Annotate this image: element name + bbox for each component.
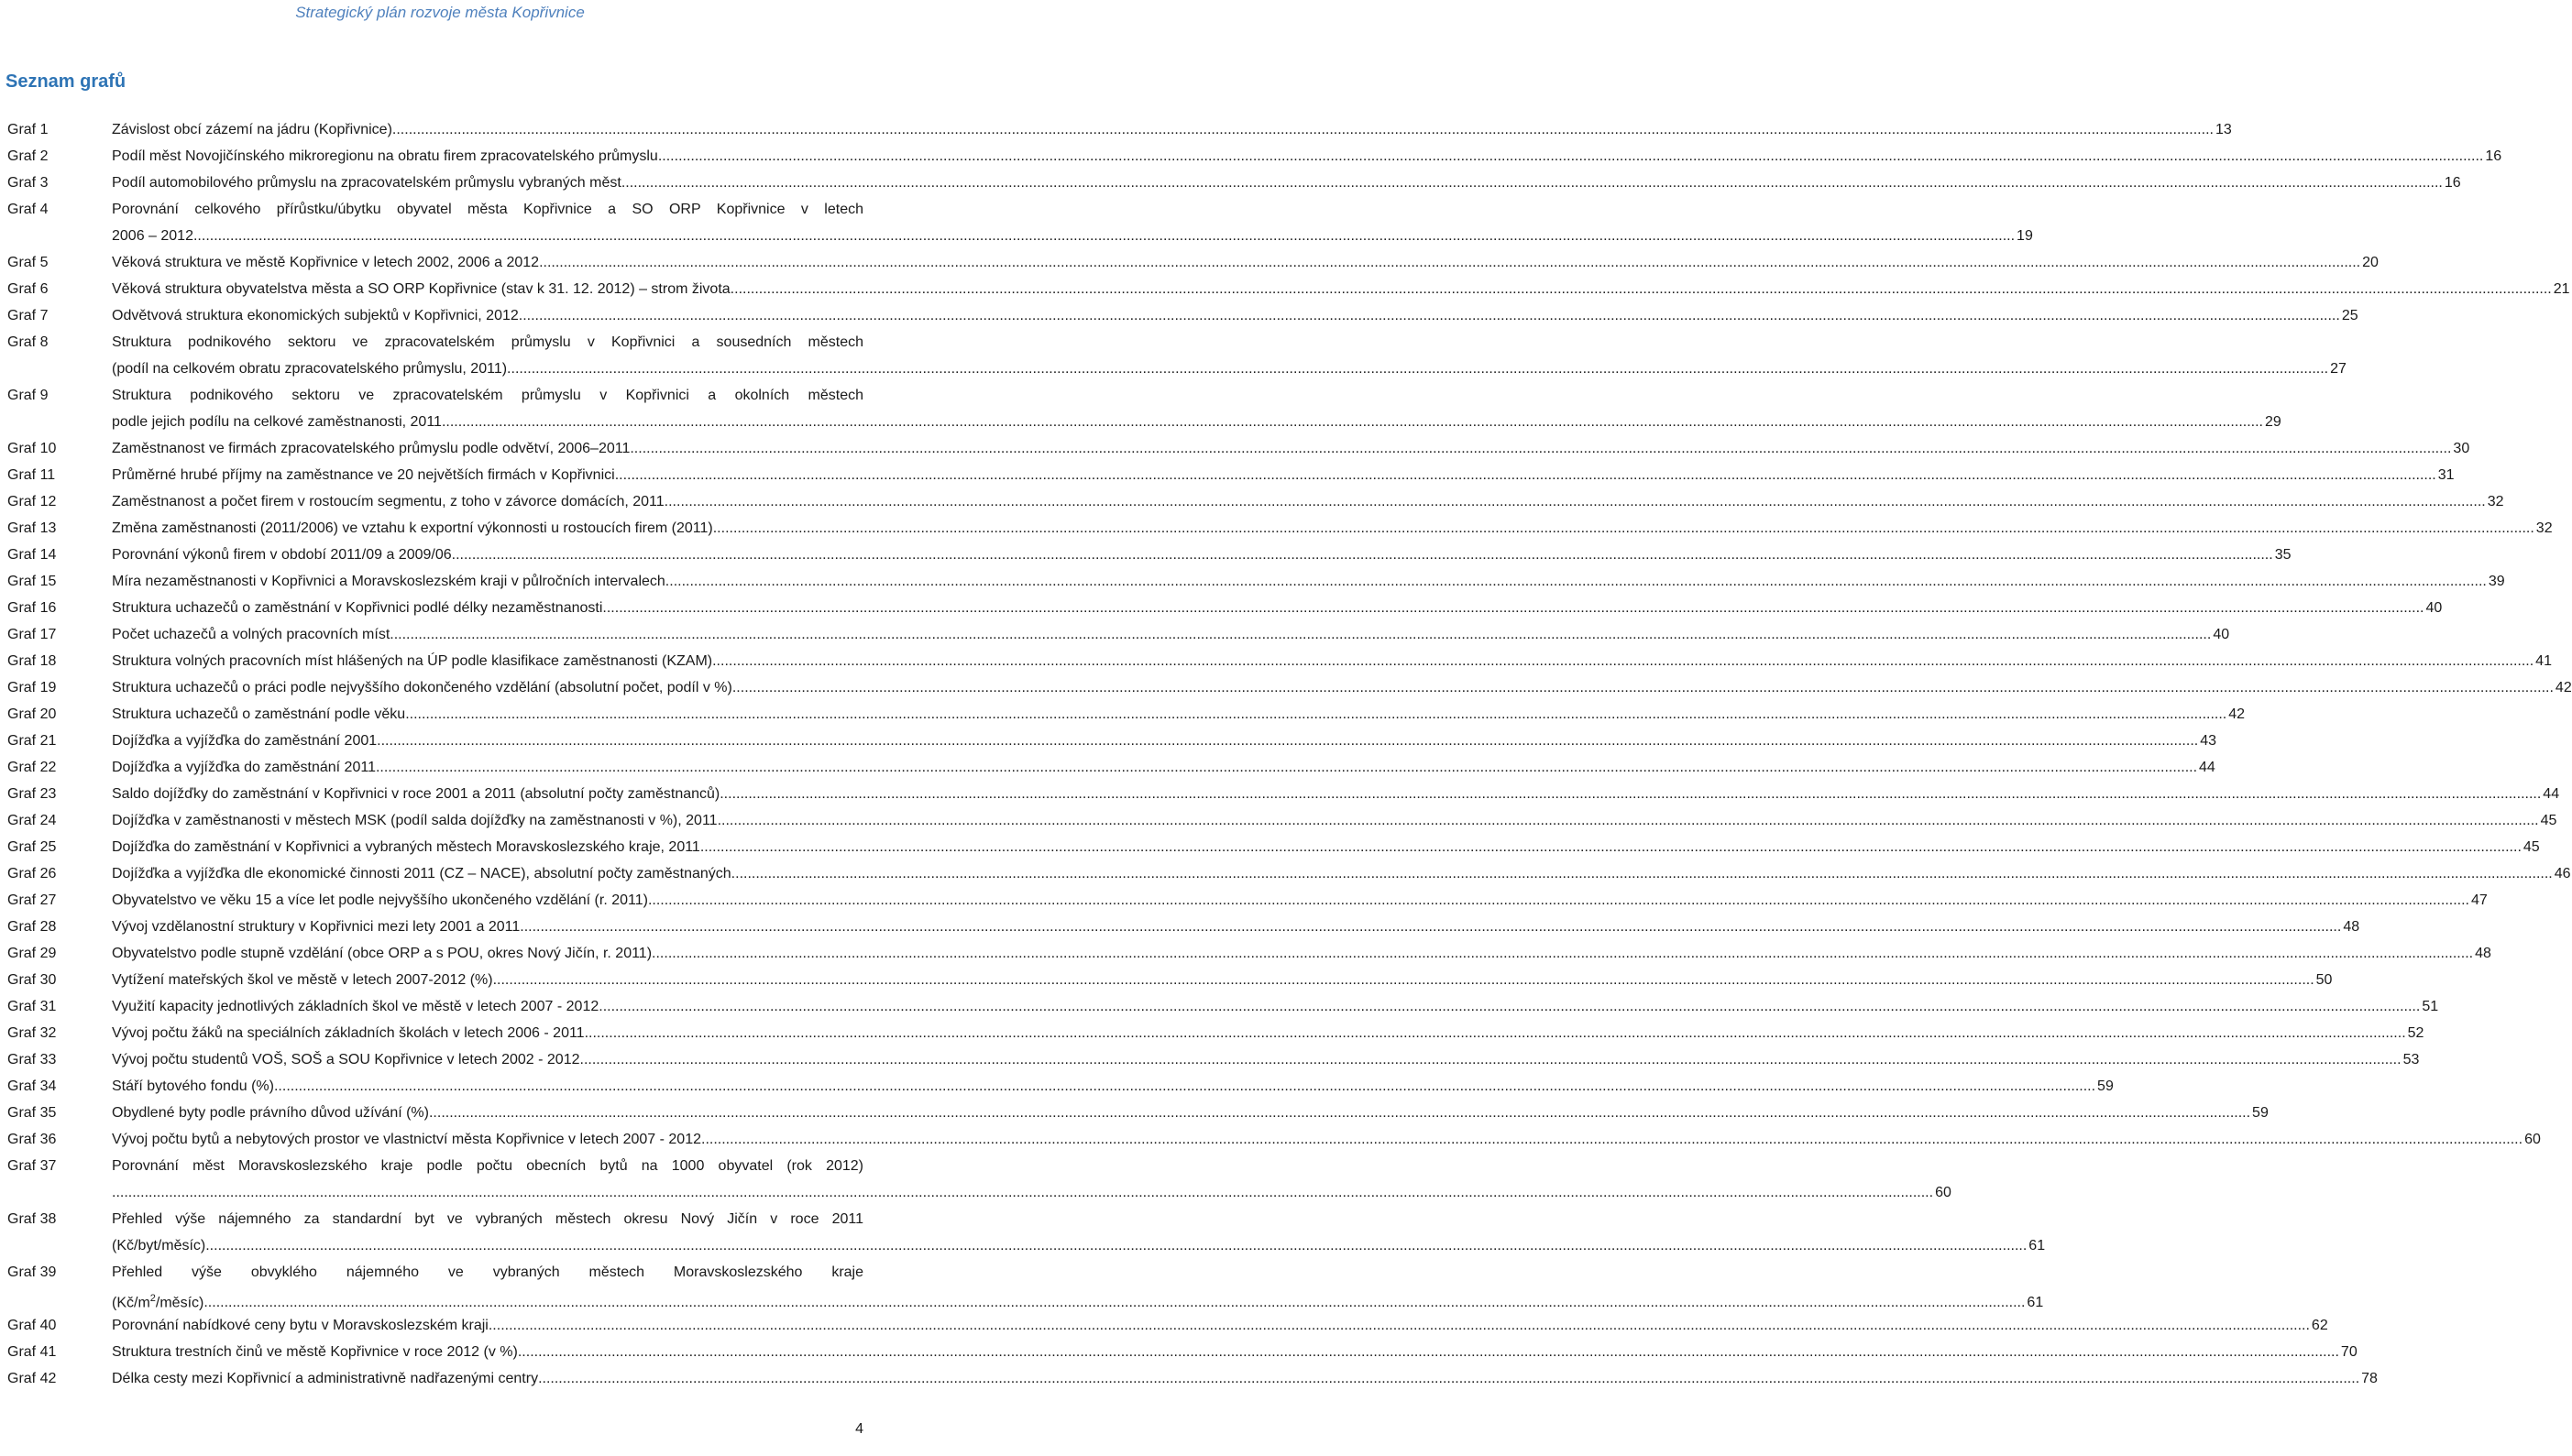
toc-entry-page: 59 bbox=[2252, 1105, 2269, 1121]
toc-entry-body bbox=[112, 1073, 2114, 1100]
toc-entry-text: Struktura uchazečů o práci podle nejvyššího dokončeného vzdělání (absolutní počet, podíl v %) bbox=[112, 680, 732, 695]
toc-entry-text: Stáří bytového fondu (%) bbox=[112, 1078, 274, 1094]
dot-leader bbox=[718, 807, 2539, 834]
toc-entry-page: 42 bbox=[2228, 706, 2246, 722]
toc-entry-label: Graf 15 bbox=[7, 574, 57, 589]
dot-leader bbox=[652, 940, 2473, 967]
toc-entry-text: Obyvatelstvo ve věku 15 a více let podle nejvyššího ukončeného vzdělání (r. 2011) bbox=[112, 892, 648, 908]
toc-entry-body bbox=[112, 1312, 2328, 1339]
toc-entry-text: $(Kč/m^2/měsíc)$ bbox=[112, 1293, 204, 1311]
toc-entry-label: Graf 22 bbox=[7, 760, 57, 775]
dot-leader bbox=[720, 781, 2541, 807]
dot-leader bbox=[615, 462, 2436, 488]
toc-entry-page: 46 bbox=[2554, 866, 2571, 881]
toc-entry-text: Závislost obcí zázemí na jádru (Kopřivnice) bbox=[112, 122, 392, 137]
running-header: Strategický plán rozvoje města Kopřivnice bbox=[295, 4, 585, 21]
toc-entry-body bbox=[112, 781, 2560, 807]
toc-entry-text: Věková struktura obyvatelstva města a SO ORP Kopřivnice (stav k 31. 12. 2012) – strom života bbox=[112, 281, 731, 297]
dot-leader bbox=[580, 1046, 2402, 1073]
toc-entry-text: Struktura podnikového sektoru ve zpracovatelském průmyslu v Kopřivnici a okolních městech bbox=[112, 388, 863, 403]
dot-leader bbox=[493, 967, 2314, 993]
toc-entry-text: Využití kapacity jednotlivých základních škol ve městě v letech 2007 - 2012 bbox=[112, 999, 599, 1014]
toc-entry-label: Graf 18 bbox=[7, 653, 57, 669]
toc-entry-text: Dojížďka a vyjížďka dle ekonomické činnosti 2011 (CZ – NACE), absolutní počty zaměstnaných bbox=[112, 866, 731, 881]
toc-entry-page: 61 bbox=[2027, 1295, 2044, 1311]
dot-leader bbox=[538, 1365, 2359, 1392]
toc-entry-page: 39 bbox=[2488, 574, 2505, 589]
toc-entry-label: Graf 6 bbox=[7, 281, 49, 297]
toc-entry-text: Porovnání celkového přírůstku/úbytku obyvatel města Kopřivnice a SO ORP Kopřivnice v letech bbox=[112, 202, 863, 217]
toc-entry-body bbox=[112, 542, 2292, 568]
toc-entry-page: 35 bbox=[2274, 547, 2292, 563]
toc-entry-page: 32 bbox=[2535, 520, 2553, 536]
toc-entry-text: Porovnání nabídkové ceny bytu v Moravskoslezském kraji bbox=[112, 1318, 489, 1333]
toc-entry-text: Saldo dojížďky do zaměstnání v Kopřivnici v roce 2001 a 2011 (absolutní počty zaměstnanců) bbox=[112, 786, 720, 802]
toc-entry-label: Graf 40 bbox=[7, 1318, 57, 1333]
toc-entry-label: Graf 23 bbox=[7, 786, 57, 802]
dot-leader bbox=[585, 1020, 2406, 1046]
dot-leader bbox=[630, 435, 2451, 462]
toc-entry-page: 62 bbox=[2311, 1318, 2328, 1333]
toc-entry-label: Graf 24 bbox=[7, 813, 57, 828]
toc-entry-text: Obyvatelstvo podle stupně vzdělání (obce ORP a s POU, okres Nový Jičín, r. 2011) bbox=[112, 946, 653, 961]
toc-entry-body bbox=[112, 834, 2540, 860]
toc-entry-body bbox=[112, 1126, 2541, 1153]
toc-entry-body bbox=[112, 993, 2439, 1020]
toc-entry-text: Podíl automobilového průmyslu na zpracovatelském průmyslu vybraných měst bbox=[112, 175, 621, 191]
toc-entry-body bbox=[112, 940, 2491, 967]
toc-entry-body bbox=[112, 382, 2281, 435]
toc-entry-label: Graf 41 bbox=[7, 1344, 57, 1360]
toc-entry-page: 30 bbox=[2453, 441, 2470, 456]
toc-entry-label: Graf 19 bbox=[7, 680, 57, 695]
dot-leader bbox=[712, 648, 2534, 674]
toc-entry-text: Obydlené byty podle právního důvod užívání (%) bbox=[112, 1105, 429, 1121]
toc-entry-label: Graf 1 bbox=[7, 122, 49, 137]
toc-entry-page: 70 bbox=[2340, 1344, 2358, 1360]
toc-entry-text: Vývoj počtu bytů a nebytových prostor ve vlastnictví města Kopřivnice v letech 2007 - 2012 bbox=[112, 1132, 701, 1147]
toc-entry-label: Graf 3 bbox=[7, 175, 49, 191]
toc-entry-text: (podíl na celkovém obratu zpracovatelského průmyslu, 2011) bbox=[112, 361, 508, 377]
toc-entry-label: Graf 28 bbox=[7, 919, 57, 935]
dot-leader bbox=[665, 568, 2487, 595]
toc-entry-page: 20 bbox=[2362, 255, 2379, 270]
toc-entry-text: Délka cesty mezi Kopřivnicí a administrativně nadřazenými centry bbox=[112, 1371, 539, 1386]
toc-entry-label: Graf 10 bbox=[7, 441, 57, 456]
toc-entry-page: 61 bbox=[2028, 1238, 2046, 1253]
toc-entry-text: Přehled výše obvyklého nájemného ve vybraných městech Moravskoslezského kraje bbox=[112, 1264, 863, 1280]
toc-entry-text: Dojížďka a vyjížďka do zaměstnání 2011 bbox=[112, 760, 376, 775]
toc-entry-label: Graf 7 bbox=[7, 308, 49, 323]
toc-entry-label: Graf 27 bbox=[7, 892, 57, 908]
toc-entry-label: Graf 36 bbox=[7, 1132, 57, 1147]
toc-entry-page: 51 bbox=[2422, 999, 2439, 1014]
toc-entry-page: 45 bbox=[2540, 813, 2557, 828]
dot-leader bbox=[732, 674, 2554, 701]
dot-leader bbox=[518, 1339, 2339, 1365]
toc-entry-page: 19 bbox=[2017, 228, 2033, 244]
toc-entry-body bbox=[112, 914, 2360, 940]
page-number: 4 bbox=[855, 1421, 863, 1437]
toc-entry-page: 42 bbox=[2555, 680, 2572, 695]
toc-entry-page: 40 bbox=[2213, 627, 2230, 642]
toc-entry-body bbox=[112, 1153, 1951, 1206]
toc-entry-body bbox=[112, 860, 2571, 887]
toc-entry-body bbox=[112, 1046, 2420, 1073]
toc-entry-label: Graf 17 bbox=[7, 627, 57, 642]
toc-entry-page: 41 bbox=[2535, 653, 2552, 669]
toc-entry-body bbox=[112, 1259, 2044, 1312]
dot-leader bbox=[193, 223, 2015, 249]
dot-leader bbox=[520, 914, 2341, 940]
toc-entry-text: Míra nezaměstnanosti v Kopřivnici a Moravskoslezském kraji v půlročních intervalech bbox=[112, 574, 665, 589]
dot-leader bbox=[377, 728, 2198, 754]
toc-entry-text: Vývoj počtu studentů VOŠ, SOŠ a SOU Kopřivnice v letech 2002 - 2012 bbox=[112, 1052, 580, 1067]
toc-entry-body bbox=[112, 621, 2230, 648]
toc-entry-text: Zaměstnanost ve firmách zpracovatelského průmyslu podle odvětví, 2006–2011 bbox=[112, 441, 631, 456]
toc-entry-page: 78 bbox=[2361, 1371, 2378, 1386]
toc-entry-body bbox=[112, 568, 2505, 595]
toc-entry-body bbox=[112, 1020, 2424, 1046]
toc-entry-body bbox=[112, 754, 2215, 781]
toc-entry-text: Struktura podnikového sektoru ve zpracovatelském průmyslu v Kopřivnici a sousedních městech bbox=[112, 334, 863, 350]
toc-entry-text: Porovnání měst Moravskoslezského kraje podle počtu obecních bytů na 1000 obyvatel (rok 2012) bbox=[112, 1158, 863, 1174]
dot-leader bbox=[731, 276, 2552, 302]
dot-leader bbox=[274, 1073, 2095, 1100]
dot-leader bbox=[599, 993, 2420, 1020]
dot-leader bbox=[731, 860, 2553, 887]
dot-leader bbox=[442, 409, 2263, 435]
toc-entry-text: Průměrné hrubé příjmy na zaměstnance ve 20 největších firmách v Kopřivnici bbox=[112, 467, 615, 483]
toc-entry-body bbox=[112, 462, 2455, 488]
toc-entry-text: Počet uchazečů a volných pracovních míst bbox=[112, 627, 390, 642]
toc-entry-text: Přehled výše nájemného za standardní byt ve vybraných městech okresu Nový Jičín v roce 2011 bbox=[112, 1211, 863, 1227]
toc-entry-label: Graf 5 bbox=[7, 255, 49, 270]
toc-entry-label: Graf 20 bbox=[7, 706, 57, 722]
toc-entry-page: 47 bbox=[2471, 892, 2488, 908]
toc-entry-page: 44 bbox=[2543, 786, 2560, 802]
toc-entry-body bbox=[112, 887, 2488, 914]
toc-entry-page: 59 bbox=[2097, 1078, 2114, 1094]
toc-entry-body bbox=[112, 249, 2379, 276]
toc-entry-page: 16 bbox=[2485, 148, 2502, 164]
dot-leader bbox=[700, 834, 2522, 860]
page-title: Seznam grafů bbox=[5, 71, 126, 92]
dot-leader bbox=[648, 887, 2469, 914]
toc-entry-page: 21 bbox=[2553, 281, 2570, 297]
toc-entry-text: Dojížďka do zaměstnání v Kopřivnici a vybraných městech Moravskoslezského kraje, 2011 bbox=[112, 839, 700, 855]
toc-entry-label: Graf 34 bbox=[7, 1078, 57, 1094]
toc-entry-text: Struktura trestních činů ve městě Kopřivnice v roce 2012 (v %) bbox=[112, 1344, 518, 1360]
toc-entry-body bbox=[112, 435, 2470, 462]
dot-leader bbox=[621, 170, 2443, 196]
toc-entry-label: Graf 38 bbox=[7, 1211, 57, 1227]
dot-leader bbox=[507, 356, 2328, 382]
toc-entry-label: Graf 32 bbox=[7, 1025, 57, 1041]
toc-entry-body bbox=[112, 1100, 2269, 1126]
dot-leader bbox=[376, 754, 2197, 781]
toc-entry-text: 2006 – 2012 bbox=[112, 228, 193, 244]
toc-entry-label: Graf 31 bbox=[7, 999, 57, 1014]
toc-entry-label: Graf 13 bbox=[7, 520, 57, 536]
toc-entry-page: 31 bbox=[2437, 467, 2455, 483]
toc-entry-label: Graf 26 bbox=[7, 866, 57, 881]
toc-entry-body bbox=[112, 196, 2033, 249]
toc-entry-body bbox=[112, 515, 2553, 542]
toc-entry-page: 27 bbox=[2330, 361, 2347, 377]
toc-entry-page: 60 bbox=[2524, 1132, 2541, 1147]
toc-entry-page: 44 bbox=[2199, 760, 2215, 775]
toc-entry-label: Graf 33 bbox=[7, 1052, 57, 1067]
toc-entry-label: Graf 21 bbox=[7, 733, 57, 749]
toc-entry-body bbox=[112, 143, 2502, 170]
toc-entry-text: Struktura uchazečů o zaměstnání podle věku bbox=[112, 706, 406, 722]
toc-entry-label: Graf 16 bbox=[7, 600, 57, 616]
toc-entry-text: Struktura uchazečů o zaměstnání v Kopřivnici podlé délky nezaměstnanosti bbox=[112, 600, 603, 616]
toc-entry-label: Graf 9 bbox=[7, 388, 49, 403]
toc-entry-body bbox=[112, 728, 2217, 754]
toc-entry-page: 32 bbox=[2487, 494, 2504, 509]
toc-entry-body bbox=[112, 1365, 2378, 1392]
toc-entry-label: Graf 35 bbox=[7, 1105, 57, 1121]
toc-entry-body bbox=[112, 807, 2557, 834]
toc-entry-body bbox=[112, 116, 2232, 143]
dot-leader bbox=[429, 1100, 2250, 1126]
dot-leader bbox=[713, 515, 2534, 542]
toc-entry-label: Graf 12 bbox=[7, 494, 57, 509]
toc-entry-label: Graf 39 bbox=[7, 1264, 57, 1280]
dot-leader bbox=[701, 1126, 2523, 1153]
toc-entry-label: Graf 8 bbox=[7, 334, 49, 350]
toc-entry-text: Podíl měst Novojičínského mikroregionu na obratu firem zpracovatelského průmyslu. bbox=[112, 148, 663, 164]
toc-entry-page: 29 bbox=[2265, 414, 2281, 430]
dot-leader bbox=[405, 701, 2226, 728]
toc-entry-body bbox=[112, 276, 2570, 302]
dot-leader bbox=[489, 1312, 2310, 1339]
toc-entry-label: Graf 42 bbox=[7, 1371, 57, 1386]
toc-entry-body bbox=[112, 595, 2443, 621]
dot-leader bbox=[205, 1232, 2027, 1259]
toc-entry-text: Dojížďka v zaměstnanosti v městech MSK (podíl salda dojížďky na zaměstnanosti v %), 2011 bbox=[112, 813, 718, 828]
toc-entry-page: 13 bbox=[2215, 122, 2232, 137]
dot-leader bbox=[539, 249, 2360, 276]
dot-leader bbox=[602, 595, 2424, 621]
toc-entry-body bbox=[112, 1206, 2046, 1259]
dot-leader bbox=[112, 1179, 1933, 1206]
toc-entry-page: 60 bbox=[1935, 1185, 1951, 1200]
toc-entry-page: 53 bbox=[2402, 1052, 2420, 1067]
toc-entry-text: podle jejich podílu na celkové zaměstnanosti, 2011 bbox=[112, 414, 442, 430]
toc-entry-body bbox=[112, 302, 2358, 329]
toc-entry-body bbox=[112, 701, 2246, 728]
toc-entry-label: Graf 11 bbox=[7, 467, 56, 483]
dot-leader bbox=[665, 488, 2486, 515]
toc-entry-text: Zaměstnanost a počet firem v rostoucím segmentu, z toho v závorce domácích, 2011 bbox=[112, 494, 665, 509]
dot-leader bbox=[452, 542, 2273, 568]
toc-entry-page: 16 bbox=[2444, 175, 2461, 191]
toc-entry-text: Porovnání výkonů firem v období 2011/09 a 2009/06 bbox=[112, 547, 452, 563]
toc-entry-label: Graf 4 bbox=[7, 202, 49, 217]
toc-entry-page: 40 bbox=[2425, 600, 2443, 616]
toc-entry-label: Graf 25 bbox=[7, 839, 57, 855]
toc-entry-text: Odvětvová struktura ekonomických subjektů v Kopřivnici, 2012 bbox=[112, 308, 519, 323]
toc-entry-page: 48 bbox=[2475, 946, 2491, 961]
toc-entry-body bbox=[112, 1339, 2358, 1365]
dot-leader bbox=[392, 116, 2214, 143]
toc-entry-page: 45 bbox=[2523, 839, 2540, 855]
toc-entry-page: 43 bbox=[2200, 733, 2217, 749]
toc-entry-label: Graf 2 bbox=[7, 148, 49, 164]
toc-entry-label: Graf 37 bbox=[7, 1158, 57, 1174]
toc-entry-body bbox=[112, 170, 2461, 196]
toc-entry-page: 48 bbox=[2343, 919, 2360, 935]
dot-leader bbox=[662, 143, 2483, 170]
toc-entry-page: 25 bbox=[2341, 308, 2358, 323]
toc-entry-body bbox=[112, 329, 2347, 382]
dot-leader bbox=[390, 621, 2211, 648]
toc-entry-text: Dojížďka a vyjížďka do zaměstnání 2001 bbox=[112, 733, 378, 749]
toc-entry-text: Vytížení mateřských škol ve městě v letech 2007-2012 (%) bbox=[112, 972, 493, 988]
toc-entry-body bbox=[112, 648, 2552, 674]
toc-entry-page: 52 bbox=[2407, 1025, 2424, 1041]
toc-entry-text: Vývoj počtu žáků na speciálních základních školách v letech 2006 - 2011 bbox=[112, 1025, 585, 1041]
toc-entry-text: (Kč/byt/měsíc) bbox=[112, 1238, 206, 1253]
toc-entry-body bbox=[112, 488, 2504, 515]
toc-entry-text: Vývoj vzdělanostní struktury v Kopřivnici mezi lety 2001 a 2011 bbox=[112, 919, 521, 935]
toc-entry-body bbox=[112, 967, 2333, 993]
toc-entry-page: 50 bbox=[2315, 972, 2333, 988]
toc-entry-text: Věková struktura ve městě Kopřivnice v letech 2002, 2006 a 2012 bbox=[112, 255, 540, 270]
toc-entry-text: Struktura volných pracovních míst hlášených na ÚP podle klasifikace zaměstnanosti (KZAM) bbox=[112, 653, 713, 669]
toc-entry-text: Změna zaměstnanosti (2011/2006) ve vztahu k exportní výkonnosti u rostoucích firem (2011) bbox=[112, 520, 713, 536]
dot-leader bbox=[519, 302, 2340, 329]
toc-entry-label: Graf 30 bbox=[7, 972, 57, 988]
toc-entry-label: Graf 29 bbox=[7, 946, 57, 961]
toc-entry-label: Graf 14 bbox=[7, 547, 57, 563]
toc-entry-body bbox=[112, 674, 2572, 701]
